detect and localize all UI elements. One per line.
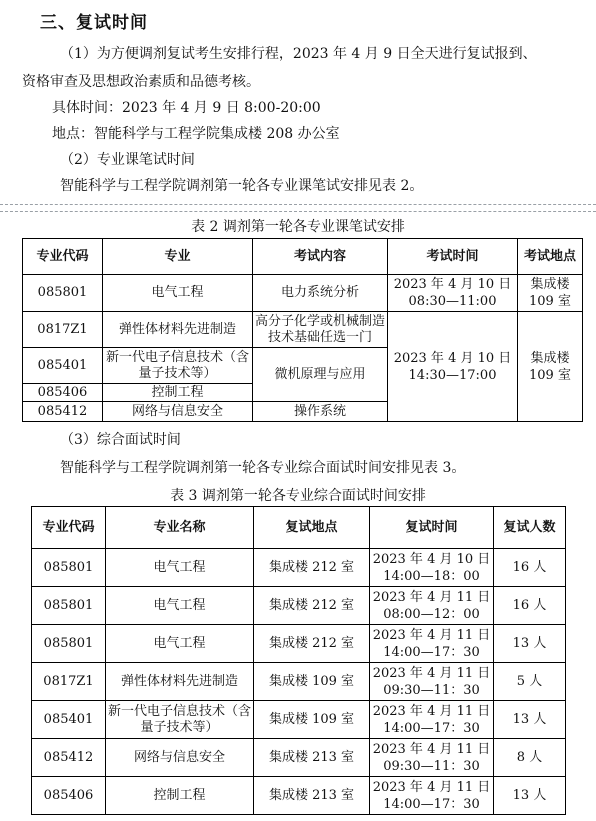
table2-group-place-building: 集成楼	[530, 350, 570, 366]
table-row	[32, 587, 566, 625]
table3-cell-time	[370, 625, 494, 663]
table3-date: 2023 年 4 月 11 日	[372, 627, 491, 643]
table3-cell-code: 0817Z1	[32, 663, 106, 701]
table-row	[32, 777, 566, 815]
table-row	[32, 663, 566, 701]
sub3-text: 智能科学与工程学院调剂第一轮各专业综合面试时间安排见表 3。	[60, 460, 466, 476]
table3-cell-place: 集成楼 213 室	[254, 777, 370, 815]
table2-cell-time	[388, 275, 518, 312]
table2-time-date: 2023 年 4 月 10 日	[393, 277, 512, 292]
table3-cell-time	[370, 663, 494, 701]
table3-cell-name: 网络与信息安全	[106, 739, 254, 777]
table3-time: 08:00—12：00	[383, 606, 480, 622]
sub2-text: 智能科学与工程学院调剂第一轮各专业课笔试安排见表 2。	[60, 178, 424, 194]
table3-time: 14:00—17：30	[383, 720, 480, 736]
table3-date: 2023 年 4 月 10 日	[372, 551, 491, 567]
table3-cell-code: 085801	[32, 625, 106, 663]
table2-header-content: 考试内容	[253, 239, 388, 275]
table2-header-code: 专业代码	[23, 239, 103, 275]
table3-cell-code: 085401	[32, 701, 106, 739]
table3-date: 2023 年 4 月 11 日	[372, 741, 491, 757]
table3-cell-name: 电气工程	[106, 625, 254, 663]
table2-header-major: 专业	[103, 239, 253, 275]
table3-cell-count: 16 人	[494, 587, 566, 625]
table-row	[32, 625, 566, 663]
para1-line2: 资格审查及思想政治素质和品德考核。	[22, 74, 260, 90]
table3-header-time: 复试时间	[370, 507, 494, 549]
time-line: 具体时间：2023 年 4 月 9 日 8:00-20:00	[52, 100, 321, 116]
table3-header-count: 复试人数	[494, 507, 566, 549]
table2-header-time: 考试时间	[388, 239, 518, 275]
table3-cell-name: 电气工程	[106, 549, 254, 587]
table3-cell-name: 弹性体材料先进制造	[106, 663, 254, 701]
table3-cell-time	[370, 739, 494, 777]
table2	[22, 238, 583, 422]
table3-cell-code: 085801	[32, 549, 106, 587]
table3-date: 2023 年 4 月 11 日	[372, 779, 491, 795]
table-row	[23, 312, 583, 348]
table2-caption: 表 2 调剂第一轮各专业课笔试安排	[191, 219, 405, 235]
table3-cell-place: 集成楼 109 室	[254, 663, 370, 701]
table2-group-place-room: 109 室	[529, 367, 571, 383]
table3-cell-count: 8 人	[494, 739, 566, 777]
table3-date: 2023 年 4 月 11 日	[372, 703, 491, 719]
table2-cell-major: 新一代电子信息技术（含量子技术等）	[103, 348, 253, 384]
table-row	[32, 549, 566, 587]
table2-cell-content: 电力系统分析	[253, 275, 388, 312]
table2-place-building: 集成楼	[530, 277, 570, 292]
table3-cell-name: 新一代电子信息技术（含量子技术等）	[106, 701, 254, 739]
table3-header-code: 专业代码	[32, 507, 106, 549]
table3-cell-time	[370, 549, 494, 587]
table3-time: 09:30—11：30	[383, 758, 480, 774]
table2-cell-group-time	[388, 312, 518, 422]
table3-caption: 表 3 调剂第一轮各专业综合面试时间安排	[170, 488, 426, 504]
table3-cell-time	[370, 587, 494, 625]
table3-cell-name: 控制工程	[106, 777, 254, 815]
table3-cell-place: 集成楼 109 室	[254, 701, 370, 739]
table2-cell-code: 085412	[23, 402, 103, 422]
table3-cell-count: 13 人	[494, 625, 566, 663]
table3-time: 14:00—17：30	[383, 796, 480, 812]
page-break-divider	[0, 204, 596, 212]
section-heading: 三、复试时间	[40, 13, 148, 33]
table2-time-range: 08:30—11:00	[408, 294, 497, 309]
para1-line1: （1）为方便调剂复试考生安排行程，2023 年 4 月 9 日全天进行复试报到、	[60, 46, 537, 62]
table3-date: 2023 年 4 月 11 日	[372, 589, 491, 605]
table3-cell-place: 集成楼 212 室	[254, 549, 370, 587]
table-row	[32, 701, 566, 739]
table2-cell-code: 085406	[23, 384, 103, 402]
table-row	[23, 275, 583, 312]
table3-cell-count: 5 人	[494, 663, 566, 701]
table3-cell-count: 13 人	[494, 777, 566, 815]
table2-group-time-range: 14:30—17:00	[408, 367, 497, 383]
table3-time: 14:00—18：00	[383, 568, 480, 584]
table3-cell-count: 16 人	[494, 549, 566, 587]
table2-cell-major: 网络与信息安全	[103, 402, 253, 422]
table3-cell-name: 电气工程	[106, 587, 254, 625]
table2-place-room: 109 室	[529, 294, 571, 309]
sub3-heading: （3）综合面试时间	[60, 432, 181, 448]
table3-date: 2023 年 4 月 11 日	[372, 665, 491, 681]
table2-cell-code: 085401	[23, 348, 103, 384]
table2-cell-code: 085801	[23, 275, 103, 312]
table3-cell-place: 集成楼 212 室	[254, 587, 370, 625]
table3-header-name: 专业名称	[106, 507, 254, 549]
table3-cell-place: 集成楼 212 室	[254, 625, 370, 663]
table3-cell-code: 085412	[32, 739, 106, 777]
table2-cell-major: 控制工程	[103, 384, 253, 402]
table2-group-time-date: 2023 年 4 月 10 日	[393, 350, 512, 366]
table2-header-place: 考试地点	[518, 239, 583, 275]
table2-cell-content: 高分子化学或机械制造技术基础任选一门	[253, 312, 388, 348]
table2-cell-major: 弹性体材料先进制造	[103, 312, 253, 348]
table3	[31, 506, 566, 815]
table3-cell-place: 集成楼 213 室	[254, 739, 370, 777]
table2-cell-place	[518, 275, 583, 312]
place-line: 地点：智能科学与工程学院集成楼 208 办公室	[52, 126, 340, 142]
table3-time: 14:00—17：30	[383, 644, 480, 660]
table3-cell-time	[370, 777, 494, 815]
table3-cell-time	[370, 701, 494, 739]
table2-cell-content: 微机原理与应用	[253, 348, 388, 402]
table2-cell-group-place	[518, 312, 583, 422]
table3-header-row	[32, 507, 566, 549]
table2-cell-code: 0817Z1	[23, 312, 103, 348]
table3-header-place: 复试地点	[254, 507, 370, 549]
sub2-heading: （2）专业课笔试时间	[60, 152, 195, 168]
table2-header-row	[23, 239, 583, 275]
table2-cell-major: 电气工程	[103, 275, 253, 312]
table3-cell-count: 13 人	[494, 701, 566, 739]
table3-cell-code: 085406	[32, 777, 106, 815]
table2-cell-content: 操作系统	[253, 402, 388, 422]
table-row	[32, 739, 566, 777]
table3-time: 09:30—11：30	[383, 682, 480, 698]
table3-cell-code: 085801	[32, 587, 106, 625]
